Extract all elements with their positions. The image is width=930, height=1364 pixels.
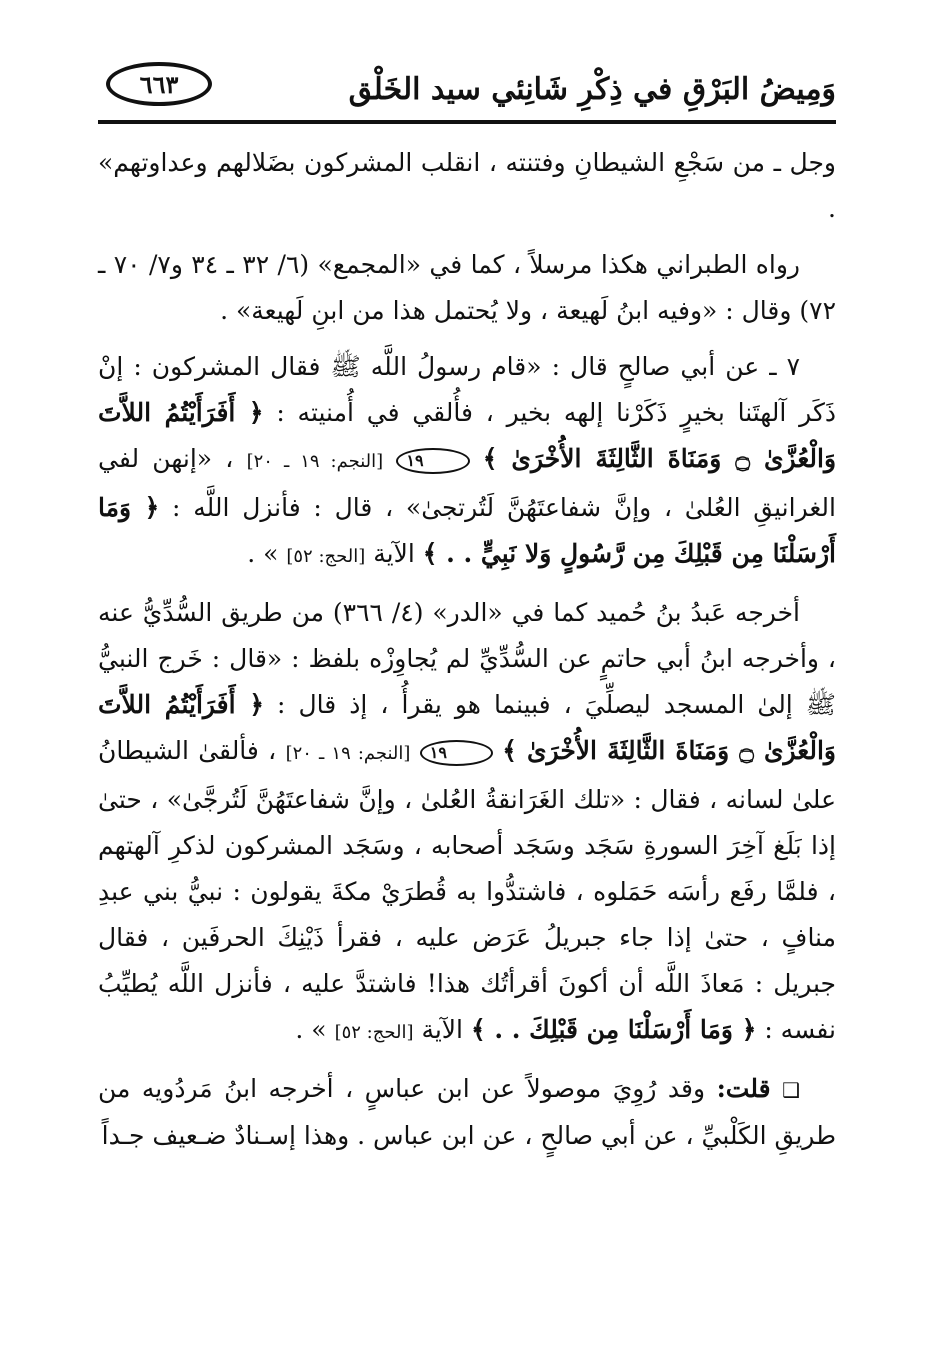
verse-reference: [الحج: ٥٢]: [286, 546, 366, 567]
header-divider: [98, 120, 836, 124]
running-title: وَمِيضُ البَرْقِ في ذِكْرِ شَانِئي سيد الخَلْق: [348, 72, 836, 107]
verse-reference: [الحج: ٥٢]: [334, 1022, 414, 1043]
paragraph-text: ، فألقىٰ الشيطانُ علىٰ لسانه ، فقال : «تلك الغَرَانقةُ العُلىٰ ، وإنَّ شفاعتَهُنَّ لَتُرجَّىٰ» ، حتىٰ إذا بَلَغ آخِرَ السورةِ سَجَد وسَجَد أصحابه ، وسَجَد المشركون لذكرِ آلهتهم ، فلمَّا رفَع رأسَه حَمَلوه ، فاشتدُّوا به قُطرَيْ مكةَ يقولون : نبيُّ بني عبدِ منافٍ ، حتىٰ إذا جاء جبريلُ عَرَض عليه ، فقرأ ذَيْنِكَ الحرفَين ، فقال جبريل : مَعاذَ اللَّه أن أكونَ أقرأتُك هذا! فاشتدَّ عليه ، فأنزل اللَّه يُطيِّبُ نفسه :: [98, 736, 836, 1044]
note-label: قلت:: [716, 1074, 771, 1103]
paragraph-5: [98, 1066, 836, 1159]
quran-quote: ﴿ أَفَرَأَيْتُمُ اللاَّتَ وَالْعُزَّىٰ ۝ وَمَنَاةَ الثَّالِثَةَ الأُخْرَىٰ ﴾: [98, 398, 837, 473]
quran-quote: ﴿ أَفَرَأَيْتُمُ اللاَّتَ وَالْعُزَّىٰ ۝ وَمَنَاةَ الثَّالِثَةَ الأُخْرَىٰ ﴾: [98, 690, 837, 765]
paragraph-text: ، «إنهن لفي الغرانيقِ العُلىٰ ، وإنَّ شفاعتَهُنَّ لَتُرتجىٰ» ، قال : فأنزل اللَّه :: [98, 444, 836, 522]
paragraph-4: [98, 590, 836, 1056]
quran-quote: ﴿ وَمَا أَرْسَلْنَا مِن قَبْلِكَ . . ﴾: [470, 1015, 757, 1044]
verse-reference: [النجم: ١٩ ـ ٢٠]: [246, 451, 384, 472]
paragraph-text: ٧ ـ عن أبي صالحٍ قال : «قام رسولُ اللَّه ﷺ فقال المشركون : إنْ ذَكَر آلهتَنا بخيرٍ ذَكَرْنا إلهه بخير ، فأُلقي في أُمنيته :: [98, 352, 836, 427]
verse-number-marker: ١٩: [420, 740, 493, 766]
paragraph-2: [98, 242, 836, 334]
square-bullet-icon: ❑: [782, 1078, 800, 1102]
paragraph-text: الآية: [373, 539, 415, 568]
page-number-badge: [106, 62, 212, 106]
paragraph-3: [98, 344, 836, 580]
paragraph-text: أخرجه عَبدُ بنُ حُميد كما في «الدر» (٤/ ٣٦٦) من طريق السُّدِّيُّ عنه ، وأخرجه ابنُ أبي حاتمٍ عن السُّدِّيِّ لم يُجاوِزْه بلفظ : «قال : خَرج النبيُّ ﷺ إلىٰ المسجد ليصلِّيَ ، فبينما هو يقرأُ ، إذ قال :: [98, 598, 836, 719]
paragraph-1: [98, 140, 836, 232]
paragraph-text: الآية: [421, 1015, 464, 1044]
paragraph-text: » .: [247, 539, 279, 568]
paragraph-text: وقد رُوِيَ موصولاً عن ابن عباسٍ ، أخرجه ابنُ مَردُويه من طريقِ الكَلْبيِّ ، عن أبي صالحٍ ، عن ابن عباس . وهذا إسـنادٌ ضـعيف جـداً: [98, 1074, 836, 1150]
verse-reference: [النجم: ١٩ ـ ٢٠]: [285, 743, 411, 764]
body-text: [98, 140, 836, 1169]
page-number: ٦٦٣: [139, 69, 179, 99]
paragraph-text: رواه الطبراني هكذا مرسلاً ، كما في «المجمع» (٦/ ٣٢ ـ ٣٤ و٧/ ٧٠ ـ ٧٢) وقال : «وفيه ابنُ لَهيعة ، ولا يُحتمل هذا من ابنِ لَهيعة» .: [98, 250, 836, 325]
verse-number-marker: ١٩: [396, 448, 469, 474]
paragraph-text: وجل ـ من سَجْعِ الشيطانِ وفتنته ، انقلب المشركون بضَلالهم وعداوتهم» .: [98, 148, 836, 223]
page-header: [98, 58, 836, 124]
paragraph-text: » .: [295, 1015, 327, 1044]
quran-quote: ﴿ وَمَا أَرْسَلْنَا مِن قَبْلِكَ مِن رَّسُولٍ وَلا نَبِيٍّ . . ﴾: [98, 493, 836, 568]
